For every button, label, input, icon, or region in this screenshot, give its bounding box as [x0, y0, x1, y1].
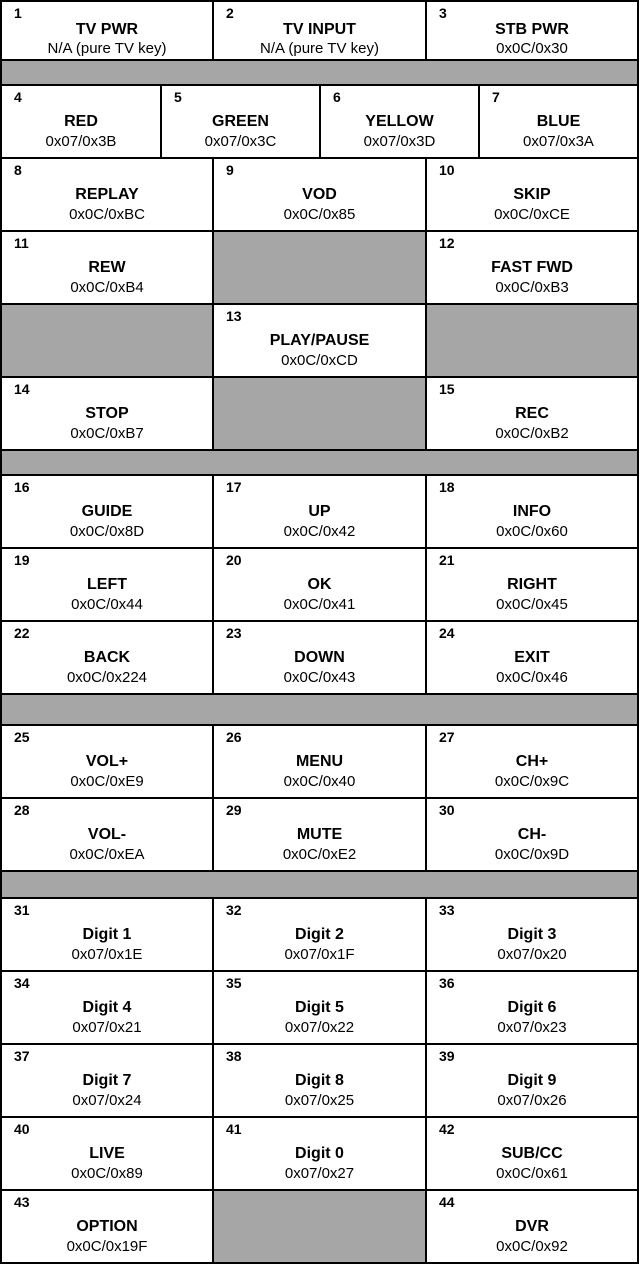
key-code: 0x0C/0x60	[496, 523, 568, 540]
key-code: 0x0C/0xCE	[494, 206, 570, 223]
key-name: UP	[308, 503, 331, 520]
key-name: SKIP	[513, 186, 551, 203]
key-name: CH+	[515, 753, 549, 770]
key-name: LEFT	[87, 576, 127, 593]
table-border	[637, 1191, 639, 1262]
key-number: 16	[14, 479, 30, 495]
key-cell	[427, 1045, 637, 1116]
key-number: 17	[226, 479, 242, 495]
key-code: 0x07/0x25	[284, 1092, 355, 1109]
key-name: PLAY/PAUSE	[269, 332, 370, 349]
table-border	[637, 451, 639, 474]
key-cell	[2, 2, 212, 59]
key-name: STOP	[85, 405, 129, 422]
key-name: INFO	[512, 503, 552, 520]
key-name: Digit 6	[507, 999, 557, 1016]
key-cell	[427, 972, 637, 1043]
key-cell	[214, 159, 425, 230]
key-code: 0x07/0x20	[497, 946, 567, 963]
key-number: 31	[14, 902, 30, 918]
key-code: 0x0C/0xCD	[281, 352, 358, 369]
key-name: VOL+	[85, 753, 129, 770]
key-cell	[427, 799, 637, 870]
key-cell	[2, 899, 212, 970]
key-cell	[2, 86, 160, 157]
key-code: 0x0C/0x8D	[69, 523, 145, 540]
key-cell	[427, 1118, 637, 1189]
key-name: Digit 1	[82, 926, 132, 943]
empty-cell	[214, 1191, 425, 1262]
key-cell	[427, 1191, 637, 1262]
key-name: GUIDE	[81, 503, 133, 520]
key-code: 0x07/0x3B	[45, 133, 117, 150]
key-code: 0x0C/0x43	[283, 669, 356, 686]
key-number: 9	[226, 162, 234, 178]
key-name: Digit 5	[295, 999, 344, 1016]
key-name: EXIT	[514, 649, 550, 666]
key-code: 0x07/0x1E	[71, 946, 143, 963]
key-number: 8	[14, 162, 22, 178]
key-name: TV INPUT	[283, 21, 356, 38]
table-border	[637, 726, 639, 797]
key-code: 0x0C/0xBC	[69, 206, 145, 223]
key-code: 0x0C/0x61	[496, 1165, 568, 1182]
key-name: OPTION	[76, 1218, 138, 1235]
key-cell	[427, 2, 637, 59]
key-name: Digit 3	[507, 926, 557, 943]
key-number: 39	[439, 1048, 455, 1064]
key-code: 0x0C/0xB4	[70, 279, 144, 296]
key-number: 1	[14, 5, 22, 21]
key-number: 15	[439, 381, 455, 397]
key-cell	[427, 622, 637, 693]
key-code: 0x07/0x3A	[523, 133, 594, 150]
key-cell	[2, 232, 212, 303]
key-number: 23	[226, 625, 242, 641]
key-number: 22	[14, 625, 30, 641]
key-name: DOWN	[294, 649, 345, 666]
key-name: Digit 8	[295, 1072, 344, 1089]
key-code: 0x07/0x23	[497, 1019, 567, 1036]
key-code: 0x0C/0x85	[283, 206, 356, 223]
table-border	[637, 305, 639, 376]
key-code: 0x07/0x1F	[284, 946, 355, 963]
key-number: 38	[226, 1048, 242, 1064]
key-name: Digit 9	[507, 1072, 557, 1089]
key-number: 19	[14, 552, 30, 568]
key-cell	[2, 476, 212, 547]
section-separator	[2, 872, 637, 897]
key-name: Digit 2	[295, 926, 344, 943]
key-cell	[214, 476, 425, 547]
empty-cell	[214, 232, 425, 303]
key-number: 30	[439, 802, 455, 818]
key-cell	[427, 159, 637, 230]
key-number: 2	[226, 5, 234, 21]
table-border	[637, 232, 639, 303]
key-cell	[427, 232, 637, 303]
key-name: YELLOW	[365, 113, 434, 130]
key-number: 44	[439, 1194, 455, 1210]
key-code: 0x0C/0xE2	[282, 846, 357, 863]
section-separator	[2, 61, 637, 84]
key-cell	[2, 799, 212, 870]
key-name: Digit 0	[295, 1145, 344, 1162]
key-number: 12	[439, 235, 455, 251]
key-number: 29	[226, 802, 242, 818]
key-name: DVR	[515, 1218, 549, 1235]
key-cell	[427, 899, 637, 970]
key-name: RED	[64, 113, 98, 130]
key-number: 36	[439, 975, 455, 991]
key-cell	[427, 726, 637, 797]
key-code: 0x0C/0x224	[66, 669, 148, 686]
table-border	[637, 1045, 639, 1116]
key-cell	[214, 726, 425, 797]
key-number: 24	[439, 625, 455, 641]
key-number: 26	[226, 729, 242, 745]
key-code: N/A (pure TV key)	[47, 40, 167, 57]
section-separator	[2, 695, 637, 724]
key-name: GREEN	[212, 113, 269, 130]
key-cell	[2, 378, 212, 449]
key-name: FAST FWD	[491, 259, 573, 276]
key-number: 43	[14, 1194, 30, 1210]
table-border	[637, 86, 639, 157]
key-cell	[2, 1191, 212, 1262]
key-code: 0x0C/0x46	[496, 669, 568, 686]
key-number: 6	[333, 89, 341, 105]
key-name: VOL-	[87, 826, 127, 843]
key-code: 0x0C/0x45	[496, 596, 568, 613]
table-border	[637, 872, 639, 897]
key-name: LIVE	[89, 1145, 125, 1162]
key-code: 0x0C/0x41	[283, 596, 356, 613]
table-border	[0, 695, 2, 724]
table-border	[637, 972, 639, 1043]
key-number: 4	[14, 89, 22, 105]
key-code: 0x0C/0xB3	[495, 279, 569, 296]
key-cell	[2, 622, 212, 693]
key-name: MUTE	[296, 826, 343, 843]
table-border	[0, 61, 2, 84]
key-number: 18	[439, 479, 455, 495]
empty-cell	[214, 378, 425, 449]
key-number: 25	[14, 729, 30, 745]
key-number: 13	[226, 308, 242, 324]
key-code: 0x0C/0x9C	[494, 773, 570, 790]
key-number: 3	[439, 5, 447, 21]
table-border	[637, 622, 639, 693]
key-number: 27	[439, 729, 455, 745]
key-code: 0x0C/0x44	[71, 596, 143, 613]
key-name: BLUE	[536, 113, 581, 130]
table-border	[0, 872, 2, 897]
key-name: REC	[515, 405, 549, 422]
key-name: Digit 4	[82, 999, 132, 1016]
key-number: 40	[14, 1121, 30, 1137]
key-number: 10	[439, 162, 455, 178]
key-code: 0x0C/0x42	[283, 523, 356, 540]
key-cell	[2, 159, 212, 230]
key-name: CH-	[517, 826, 547, 843]
key-code: 0x0C/0x19F	[66, 1238, 148, 1255]
key-cell	[162, 86, 319, 157]
table-border	[0, 451, 2, 474]
key-number: 32	[226, 902, 242, 918]
key-code: N/A (pure TV key)	[260, 40, 379, 57]
key-number: 37	[14, 1048, 30, 1064]
key-number: 11	[14, 235, 29, 251]
table-border	[637, 549, 639, 620]
key-number: 5	[174, 89, 182, 105]
key-name: REW	[88, 259, 126, 276]
key-code: 0x07/0x24	[72, 1092, 142, 1109]
table-border	[637, 1118, 639, 1189]
key-cell	[214, 899, 425, 970]
key-cell	[321, 86, 478, 157]
key-number: 14	[14, 381, 30, 397]
key-cell	[214, 799, 425, 870]
key-name: REPLAY	[75, 186, 139, 203]
key-cell	[2, 726, 212, 797]
table-border	[637, 378, 639, 449]
key-name: RIGHT	[507, 576, 557, 593]
key-cell	[427, 549, 637, 620]
key-number: 28	[14, 802, 30, 818]
key-number: 7	[492, 89, 500, 105]
key-name: MENU	[295, 753, 344, 770]
key-number: 41	[226, 1121, 242, 1137]
key-code: 0x07/0x22	[284, 1019, 355, 1036]
key-number: 35	[226, 975, 242, 991]
key-number: 33	[439, 902, 455, 918]
key-cell	[480, 86, 637, 157]
key-cell	[2, 1118, 212, 1189]
key-name: TV PWR	[75, 21, 139, 38]
key-code: 0x07/0x26	[497, 1092, 567, 1109]
key-cell	[427, 378, 637, 449]
key-name: STB PWR	[495, 21, 569, 38]
key-cell	[214, 2, 425, 59]
table-border	[637, 61, 639, 84]
key-name: OK	[307, 576, 332, 593]
key-cell	[214, 305, 425, 376]
key-code: 0x07/0x3C	[204, 133, 277, 150]
key-cell	[214, 622, 425, 693]
section-separator	[2, 451, 637, 474]
empty-cell	[427, 305, 637, 376]
key-number: 21	[439, 552, 455, 568]
row-divider	[0, 1262, 639, 1264]
key-cell	[214, 1045, 425, 1116]
key-name: Digit 7	[82, 1072, 132, 1089]
table-border	[637, 695, 639, 724]
key-cell	[214, 549, 425, 620]
table-border	[637, 159, 639, 230]
key-code: 0x0C/0xB2	[495, 425, 569, 442]
key-code: 0x07/0x21	[72, 1019, 142, 1036]
key-code: 0x07/0x27	[284, 1165, 355, 1182]
key-cell	[427, 476, 637, 547]
key-code: 0x0C/0xE9	[70, 773, 144, 790]
key-cell	[2, 1045, 212, 1116]
key-cell	[2, 549, 212, 620]
key-cell	[2, 972, 212, 1043]
key-code: 0x0C/0x40	[283, 773, 356, 790]
key-code: 0x07/0x3D	[363, 133, 436, 150]
key-number: 42	[439, 1121, 455, 1137]
table-border	[637, 2, 639, 59]
table-border	[637, 899, 639, 970]
key-name: BACK	[83, 649, 131, 666]
table-border	[637, 476, 639, 547]
key-code: 0x0C/0xEA	[69, 846, 145, 863]
key-code: 0x0C/0xB7	[70, 425, 144, 442]
key-code: 0x0C/0x89	[71, 1165, 143, 1182]
key-code: 0x0C/0x92	[496, 1238, 568, 1255]
key-number: 20	[226, 552, 242, 568]
key-name: VOD	[302, 186, 337, 203]
key-name: SUB/CC	[501, 1145, 563, 1162]
empty-cell	[2, 305, 212, 376]
key-number: 34	[14, 975, 30, 991]
key-cell	[214, 972, 425, 1043]
key-code: 0x0C/0x30	[496, 40, 568, 57]
key-cell	[214, 1118, 425, 1189]
table-border	[637, 799, 639, 870]
key-code: 0x0C/0x9D	[494, 846, 570, 863]
